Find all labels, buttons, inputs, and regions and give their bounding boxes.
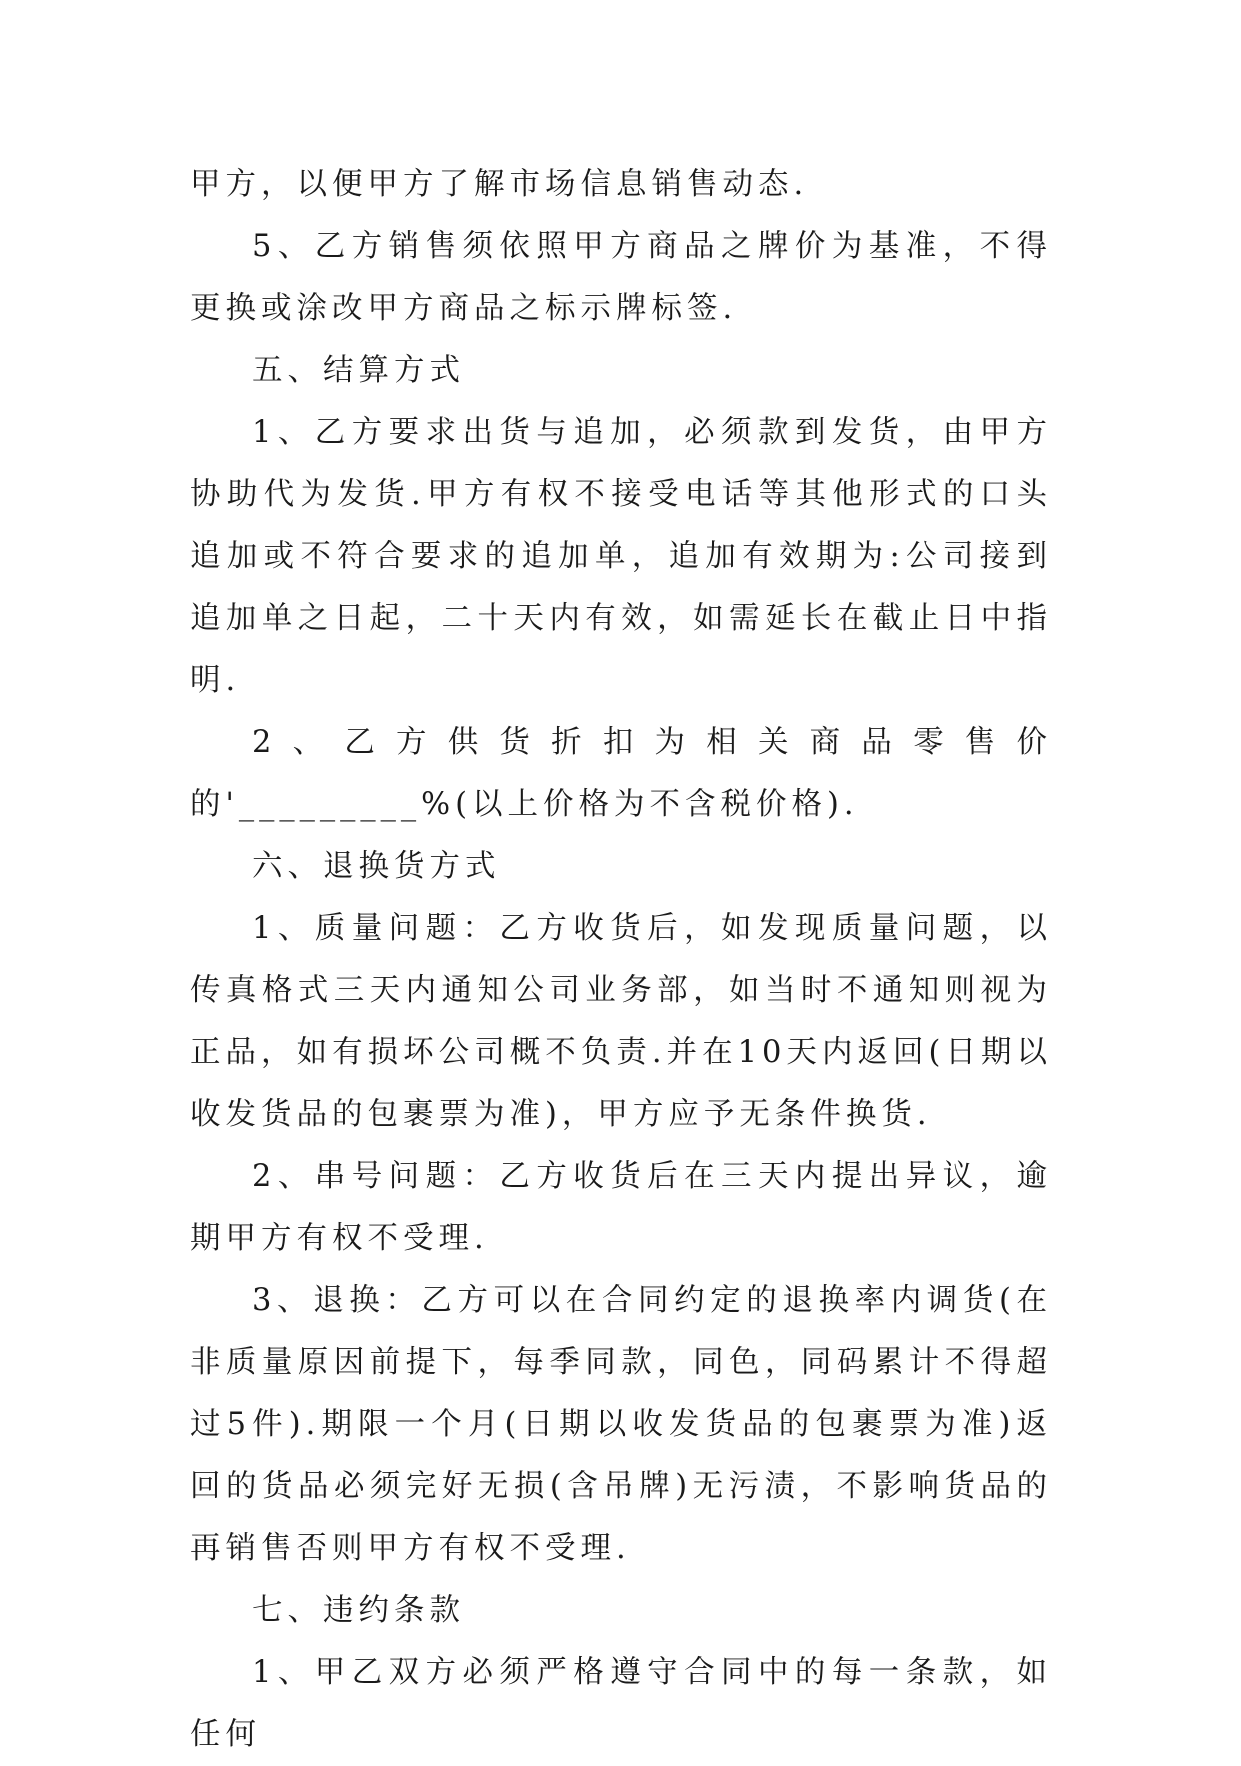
paragraph-clause-5-2: 2、乙方供货折扣为相关商品零售价的'_________%(以上价格为不含税价格). [190, 725, 1052, 822]
paragraph-clause-6-1: 1、质量问题：乙方收货后，如发现质量问题，以传真格式三天内通知公司业务部，如当时不通知则视为正品，如有损坏公司概不负责.并在10天内返回(日期以收发货品的包裹票为准)，甲方应予无条件换货. [190, 911, 1052, 1132]
paragraph-clause-4-5: 5、乙方销售须依照甲方商品之牌价为基准，不得更换或涂改甲方商品之标示牌标签. [190, 229, 1052, 326]
paragraph-clause-7-1: 1、甲乙双方必须严格遵守合同中的每一条款，如任何 [190, 1655, 1052, 1752]
section-heading-returns: 六、退换货方式 [252, 849, 501, 884]
paragraph-clause-6-2: 2、串号问题：乙方收货后在三天内提出异议，逾期甲方有权不受理. [190, 1159, 1052, 1256]
paragraph-continuation: 甲方，以便甲方了解市场信息销售动态. [190, 167, 809, 202]
paragraph-clause-5-1: 1、乙方要求出货与追加，必须款到发货，由甲方协助代为发货.甲方有权不接受电话等其他形式的口头追加或不符合要求的追加单，追加有效期为:公司接到追加单之日起，二十天内有效，如需延长在截止日中指明. [190, 415, 1052, 698]
document-body [190, 154, 1052, 1766]
section-heading-settlement: 五、结算方式 [252, 353, 465, 388]
section-heading-breach: 七、违约条款 [252, 1593, 465, 1628]
paragraph-clause-6-3: 3、退换：乙方可以在合同约定的退换率内调货(在非质量原因前提下，每季同款，同色，同码累计不得超过5件).期限一个月(日期以收发货品的包裹票为准)返回的货品必须完好无损(含吊牌)无污渍，不影响货品的再销售否则甲方有权不受理. [190, 1283, 1052, 1566]
